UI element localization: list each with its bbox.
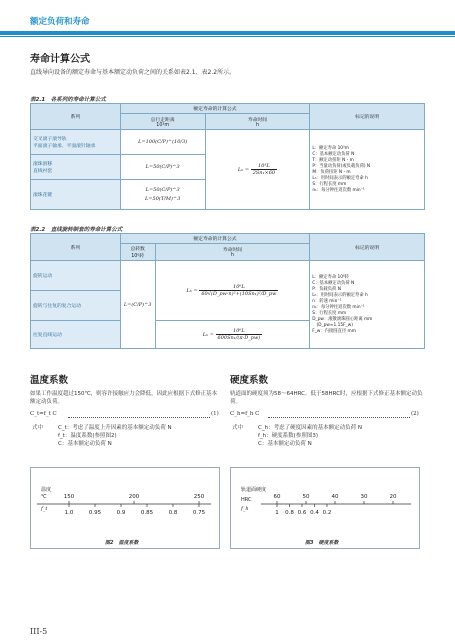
table2-notes [310, 261, 425, 349]
temp-factor-tick-label: 0.95 [88, 510, 102, 516]
temp-scale-tick-label: 150 [63, 494, 75, 500]
table2-time-formula-2 [155, 321, 310, 349]
hard-factor-tick-label: 0.8 [285, 510, 294, 516]
table1-formula-a: L=50(C/P)^3 [145, 187, 180, 193]
temp-axis-unit: ℃ [41, 494, 47, 500]
hard-axis-unit: HRC [241, 497, 252, 503]
note-line: L：额定寿命 10³m [312, 145, 349, 151]
table1-col-distance-label: 总行走距离 [150, 117, 175, 123]
note-line: F_w：内接圆直径 mm [312, 328, 356, 334]
table1-group-header: 额定寿命的计算公式 [120, 104, 310, 114]
table1-notes [310, 130, 425, 210]
table2-col-total [120, 244, 155, 261]
note-line: M：负荷扭矩 N・m [312, 169, 351, 175]
table2-row-series: 旋转与往复的复合运动 [31, 291, 121, 321]
note-line: D_pw：滚散滚珠圆心距离 mm [312, 316, 373, 322]
table2-time-formula-1 [155, 261, 310, 321]
note-line: n₁：每分钟往返次数 min⁻¹ [312, 187, 365, 193]
hrc-scale-tick-label: 40 [331, 494, 339, 500]
table2-time1-den: 60√(D_pw·n)²+(10Sn₁)²/D_pw [201, 291, 277, 297]
hard-body: 轨道面的硬度须为58～64HRC。低于58HRC时，应根据下式修正基本额定动负荷。 [230, 391, 423, 405]
note-line: n：转速 min⁻¹ [312, 298, 342, 304]
table2-time2-num: 10⁶L [216, 328, 263, 335]
header-rule [0, 36, 455, 37]
table1-formula-b: L=50(T/M)^3 [145, 196, 181, 202]
header-bar [0, 31, 455, 35]
hard-factor-symbol: f_h [241, 506, 249, 512]
table2-col-total-unit: 10⁶转 [131, 254, 145, 259]
intro-paragraph: 直线导向设备的额定寿命与基本额定动负荷之间的关系如表2.1、表2.2所示。 [30, 69, 236, 76]
table2-col-time-label: 寿命时间 [222, 248, 243, 253]
hard-factor-ticks-bottom [275, 504, 331, 516]
hard-factor-tick-label: 0.6 [297, 510, 307, 516]
note-line: T：额定动扭矩 N・m [312, 157, 354, 163]
table2-time1-num: 10⁶L [199, 284, 278, 291]
temp-equation: C_t=f_t C [30, 411, 57, 417]
page-number: III-5 [30, 627, 48, 636]
table2-col-series: 系列 [31, 234, 121, 261]
temp-factor-tick-label: 0.75 [192, 510, 206, 516]
table1-time-formula [205, 130, 310, 210]
temp-eq-number: (1) [211, 411, 219, 417]
table2-col-notes: 标记的说明 [310, 234, 425, 261]
note-line: P：负载负荷 N [312, 286, 341, 292]
hrc-scale-tick-label: 50 [302, 494, 310, 500]
note-line: C：基本额定动负荷 N [312, 151, 355, 157]
table1-formula [120, 180, 205, 210]
table2-col-time [155, 244, 310, 261]
temp-axis-label: 温度 [41, 487, 52, 493]
hardness-scale [231, 468, 419, 548]
table1-caption: 表2.1 各系列的寿命计算公式 [30, 97, 106, 103]
figure3-box [230, 467, 420, 549]
note-line: L：额定寿命 10⁶转 [312, 274, 349, 280]
hard-title: 硬度系数 [230, 375, 269, 386]
table2-group-header: 额定寿命的计算公式 [120, 234, 310, 244]
temp-factor-tick-label: 0.85 [140, 510, 154, 516]
table2-total-formula: L=(C/P)^3 [120, 261, 155, 349]
hard-equation: C_h=f_h C [230, 411, 260, 417]
temp-factor-tick-label: 0.9 [116, 510, 126, 516]
hard-leader-dots [268, 417, 410, 418]
temp-factor-tick-label: 0.8 [168, 510, 178, 516]
table1-col-distance [120, 114, 205, 130]
note-line: C：基本额定动负荷 N [312, 280, 355, 286]
hard-factor-tick-label: 0.4 [310, 510, 319, 516]
table1 [30, 103, 425, 210]
temp-scale-tick-label: 200 [128, 494, 140, 500]
table1-col-time-unit: h [255, 122, 259, 128]
table1-col-series: 系列 [31, 104, 121, 130]
temp-factor-tick-label: 1.0 [64, 510, 74, 516]
table1-col-notes: 标记的说明 [310, 104, 425, 130]
figure3-caption: 图3 硬度系数 [305, 540, 339, 546]
table1-col-time [205, 114, 310, 130]
table2 [30, 233, 425, 349]
table1-row-series: 滚珠滑移 直线衬套 [31, 155, 121, 180]
table2-row-series: 旋转运动 [31, 261, 121, 291]
table1-time-num: 10³L [251, 163, 277, 170]
temp-factor-symbol: f_t [41, 506, 48, 512]
table2-col-total-label: 总转数 [130, 247, 145, 252]
hrc-ticks-top [274, 494, 397, 504]
hard-factor-tick-label: 0.2 [322, 510, 332, 516]
header-title: 额定负荷和寿命 [30, 17, 90, 27]
table2-time2-den: 600Sn₁/(π·D_pw) [217, 335, 261, 341]
temp-scale [31, 468, 219, 548]
hard-def: f_h：硬度系数(参照图3) [258, 433, 318, 439]
figure2-caption: 图2 温度系数 [105, 540, 139, 546]
temp-def: f_t：温度系数(参照图2) [58, 433, 117, 439]
hard-factor-tick-label: 1 [275, 510, 279, 516]
temp-def: C：基本额定动负荷 N [58, 441, 112, 447]
temp-leader-dots [68, 417, 210, 418]
note-line: n₁：每分钟往返次数 min⁻¹ [312, 304, 365, 310]
table1-time-lhs: Lₕ = [237, 167, 250, 173]
hard-def: C_h：考虑了硬度因素的基本额定动负荷 N [258, 425, 362, 431]
figure2-box [30, 467, 220, 549]
hrc-scale-tick-label: 60 [273, 494, 281, 500]
table1-col-distance-unit: 10³m [156, 122, 169, 128]
hard-axis-label: 轨道面硬度 [241, 487, 267, 493]
table1-time-den: 2Sn₁×60 [252, 170, 276, 176]
note-line: (D_pw≈1.15F_w) [312, 322, 353, 328]
factor-ticks-bottom [65, 504, 206, 516]
table2-caption: 表2.2 直线旋转制套的寿命计算公式 [30, 227, 123, 233]
note-line: S：行程长度 mm [312, 310, 347, 316]
hard-eq-number: (2) [411, 411, 419, 417]
temp-def: C_t：考虑了温度上升因素的基本额定动负荷 N [58, 425, 172, 431]
section-title-life-formula: 寿命计算公式 [30, 54, 90, 65]
temp-body: 如果工作温度超过150℃，则容许接触应力会降低，因此应根据下式修正基本额定动负荷。 [30, 391, 218, 405]
hrc-scale-tick-label: 20 [389, 494, 397, 500]
table1-row-series: 滚珠花键 [31, 180, 121, 210]
table2-time1-lhs: Lₕ = [186, 288, 198, 294]
note-line: P：当量动负荷(或负载负荷) N [312, 163, 371, 169]
note-line: S：行程长度 mm [312, 181, 347, 187]
table1-row-series: 交叉滚子滚导轨 平面滚子轴承、平面滚针轴承 [31, 130, 121, 155]
table2-row-series: 往复直线运动 [31, 321, 121, 349]
hard-where: 式中 [232, 425, 244, 431]
table1-formula: L=100(C/P)^(10/3) [120, 130, 205, 155]
temp-ticks-top [64, 494, 205, 504]
table1-formula: L=50(C/P)^3 [120, 155, 205, 180]
temp-title: 温度系数 [30, 375, 69, 386]
note-line: Lₕ：用时间表示的额定寿命 h [312, 175, 368, 181]
note-line: Lₕ：用时间表示的额定寿命 h [312, 292, 368, 298]
table2-time2-lhs: Lₕ = [202, 332, 214, 338]
temp-where: 式中 [32, 425, 44, 431]
hard-def: C：基本额定动负荷 N [258, 441, 312, 447]
temp-scale-tick-label: 250 [193, 494, 205, 500]
hrc-scale-tick-label: 30 [360, 494, 368, 500]
table1-col-time-label: 寿命时间 [247, 117, 268, 123]
table2-col-time-unit: h [230, 253, 234, 258]
